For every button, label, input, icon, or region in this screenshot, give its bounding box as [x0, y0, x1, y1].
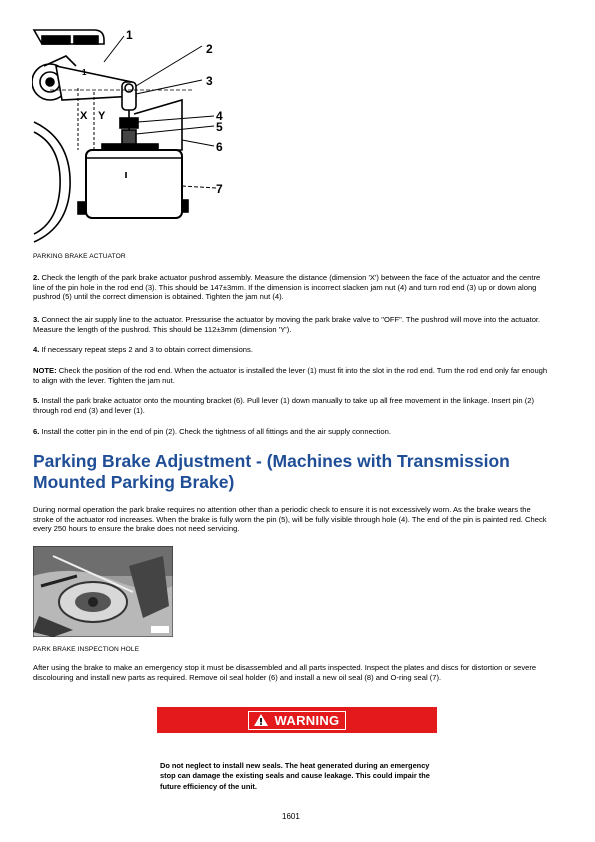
- note: [33, 366, 548, 385]
- step-number: 4.: [33, 345, 40, 354]
- callout-2: 2: [206, 42, 213, 56]
- step-6: [33, 427, 548, 437]
- dimension-x-label: X: [80, 110, 88, 122]
- callout-6: 6: [216, 140, 223, 154]
- page-number: 1601: [282, 812, 300, 821]
- step-2: [33, 273, 548, 302]
- callout-5: 5: [216, 120, 223, 134]
- step-text: Install the park brake actuator onto the mounting bracket (6). Pull lever (1) down manually to take up all free movement in the linkage. Insert pin (2) through rod end (3) and lever (1).: [33, 396, 535, 415]
- note-label: NOTE:: [33, 366, 57, 375]
- intro-paragraph: During normal operation the park brake requires no attention other than a periodic check to ensure it is not excessively worn. As the brake wears the stroke of the actuator rod increases. When the brake is fully worn the pin (5), will be fully visible through hole (4). The end of the pin is painted red. Check every 250 hours to ensure the brake does not need servicing.: [33, 505, 547, 534]
- step-4: [33, 345, 548, 355]
- step-number: 6.: [33, 427, 40, 436]
- emergency-paragraph: After using the brake to make an emergency stop it must be disassembled and all parts inspected. Inspect the plates and discs for distortion or severe discolouring and install new parts as required. Remove oil seal holder (6) and install a new oil seal (8) and O-ring seal (7).: [33, 663, 537, 682]
- step-text: Connect the air supply line to the actuator. Pressurise the actuator by moving the park brake valve to "OFF". The pushrod will move into the actuator. Measure the length of the pushrod. This should be 112±3mm (dimension 'Y').: [33, 315, 541, 334]
- warning-triangle-icon: [253, 713, 269, 727]
- warning-label: [248, 711, 347, 730]
- dimension-y-label: Y: [98, 110, 106, 122]
- note-text: Check the position of the rod end. When the actuator is installed the lever (1) must fit into the slot in the rod end. Turn the rod end only far enough to align with the lever. Tighten the jam nut.: [33, 366, 548, 385]
- callout-3: 3: [206, 74, 213, 88]
- warning-banner: [157, 707, 437, 733]
- section-heading: Parking Brake Adjustment - (Machines with Transmission Mounted Parking Brake): [33, 451, 510, 492]
- step-text: If necessary repeat steps 2 and 3 to obtain correct dimensions.: [39, 345, 253, 354]
- step-number: 2.: [33, 273, 40, 282]
- warning-text: Do not neglect to install new seals. The heat generated during an emergency stop can damage the existing seals and cause leakage. This could impair the future efficiency of the unit.: [160, 761, 430, 791]
- step-text: Check the length of the park brake actuator pushrod assembly. Measure the distance (dimension 'X') between the face of the actuator and the centre line of the pin hole in the rod end (3). This should be 147±3mm. If the dimension is incorrect slacken jam nut (4) and turn rod end (3) up or down along pushrod (5) until the correct dimension is obtained. Tighten the jam nut (4).: [33, 273, 541, 302]
- callout-4: 4: [216, 109, 223, 123]
- figure1-caption: PARKING BRAKE ACTUATOR: [33, 253, 126, 260]
- step-5: [33, 396, 548, 415]
- park-brake-inspection-photo: [33, 546, 173, 637]
- step-3: [33, 315, 548, 334]
- callout-7: 7: [216, 182, 223, 196]
- step-number: 5.: [33, 396, 40, 405]
- callout-1: 1: [126, 28, 133, 42]
- lever-inner-label: 1: [82, 68, 87, 77]
- warning-label-text: WARNING: [274, 712, 340, 728]
- step-number: 3.: [33, 315, 40, 324]
- parking-brake-actuator-diagram: [32, 22, 252, 247]
- figure2-caption: PARK BRAKE INSPECTION HOLE: [33, 646, 140, 653]
- step-text: Install the cotter pin in the end of pin (2). Check the tightness of all fittings and the air supply connection.: [39, 427, 391, 436]
